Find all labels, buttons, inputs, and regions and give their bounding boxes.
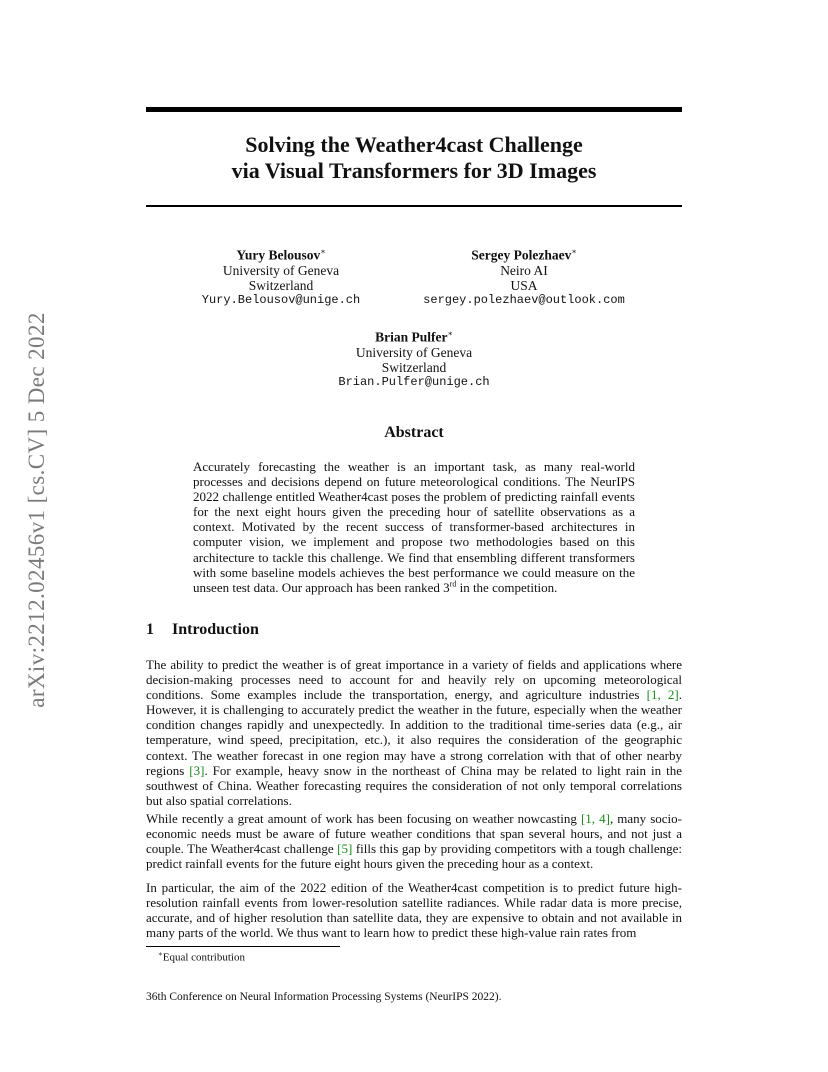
author-name: Yury Belousov∗ (236, 247, 326, 263)
title-line-2: via Visual Transformers for 3D Images (231, 158, 597, 183)
title-line-1: Solving the Weather4cast Challenge (245, 132, 583, 157)
citation-link[interactable]: [1, 4] (580, 811, 610, 826)
author-location: Switzerland (248, 277, 314, 293)
title-bottom-rule (146, 205, 682, 207)
author-email: Yury.Belousov@unige.ch (201, 292, 361, 307)
author-affiliation: University of Geneva (355, 344, 473, 360)
author-location: USA (510, 277, 538, 293)
abstract-heading: Abstract (384, 424, 444, 441)
author-email: Brian.Pulfer@unige.ch (338, 374, 490, 389)
citation-link[interactable]: [5] (337, 841, 353, 857)
arxiv-identifier-text: arXiv:2212.02456v1 [cs.CV] 5 Dec 2022 (24, 312, 50, 708)
author-block-1 (181, 244, 381, 308)
author-name: Sergey Polezhaev∗ (471, 247, 577, 263)
author-email: sergey.polezhaev@outlook.com (423, 292, 625, 307)
intro-paragraph-1: The ability to predict the weather is of great importance in a variety of fields and applications where decision-making processes need to account for and heavily rely on upcoming meteorological conditions. Some examples include the transportation, energy, and agriculture industries [1, 2]. However, it is challenging to accurately predict the weather in the future, especially when the weather condition changes rapidly and unexpectedly. In addition to the traditional time-series data (e.g., air temperature, wind speed, precipitation, etc.), it also requires the consideration of the geographic context. The weather forecast in one region may have a strong correlation with that of other nearby regions [3]. For example, heavy snow in the northeast of China may be related to light rain in the southwest of China. Weather forecasting requires the consideration of not only temporal correlations but also spatial correlations. (146, 657, 682, 808)
footnote-rule (146, 946, 340, 947)
section-number: 1 (146, 621, 154, 638)
section-title: Introduction (172, 621, 259, 638)
author-name: Brian Pulfer∗ (375, 329, 453, 345)
paper-title (146, 132, 682, 184)
author-block-3 (314, 326, 514, 390)
conference-note: 36th Conference on Neural Information Processing Systems (NeurIPS 2022). (146, 991, 502, 1003)
citation-link[interactable]: [1, 2] (646, 687, 679, 703)
intro-paragraph-3: In particular, the aim of the 2022 edition of the Weather4cast competition is to predict future high-resolution rainfall events from lower-resolution satellite radiances. While radar data is more precise, accurate, and of higher resolution than satellite data, they are expensive to obtain and not available in many parts of the world. We thus want to learn how to predict these high-value rain rates from (146, 880, 682, 941)
author-block-2 (414, 244, 634, 308)
citation-link[interactable]: [3] (189, 762, 205, 778)
arxiv-identifier (17, 290, 57, 730)
author-location: Switzerland (381, 359, 447, 375)
intro-paragraph-2: While recently a great amount of work has been focusing on weather nowcasting [1, 4], many socio-economic needs must be aware of future weather conditions that span several hours, and not just a couple. The Weather4cast challenge [5] fills this gap by providing competitors with a tough challenge: predict rainfall events for the future eight hours given the preceding hour as a context. (146, 811, 682, 872)
author-affiliation: University of Geneva (222, 262, 340, 278)
title-top-rule (146, 107, 682, 112)
author-affiliation: Neiro AI (500, 262, 548, 278)
footnote: ∗Equal contribution (158, 950, 245, 964)
abstract-body: Accurately forecasting the weather is an important task, as many real-world processes and decisions depend on future meteorological conditions. The NeurIPS 2022 challenge entitled Weather4cast poses the problem of predicting rainfall events for the next eight hours given the preceding hour of satellite observations as a context. Motivated by the recent success of transformer-based architectures in computer vision, we implement and propose two methodologies based on this architecture to tackle this challenge. We find that ensembling different transformers with some baseline models achieves the best performance we could measure on the unseen test data. Our approach has been ranked 3rd in the competition. (193, 459, 635, 595)
section-heading (146, 621, 259, 639)
